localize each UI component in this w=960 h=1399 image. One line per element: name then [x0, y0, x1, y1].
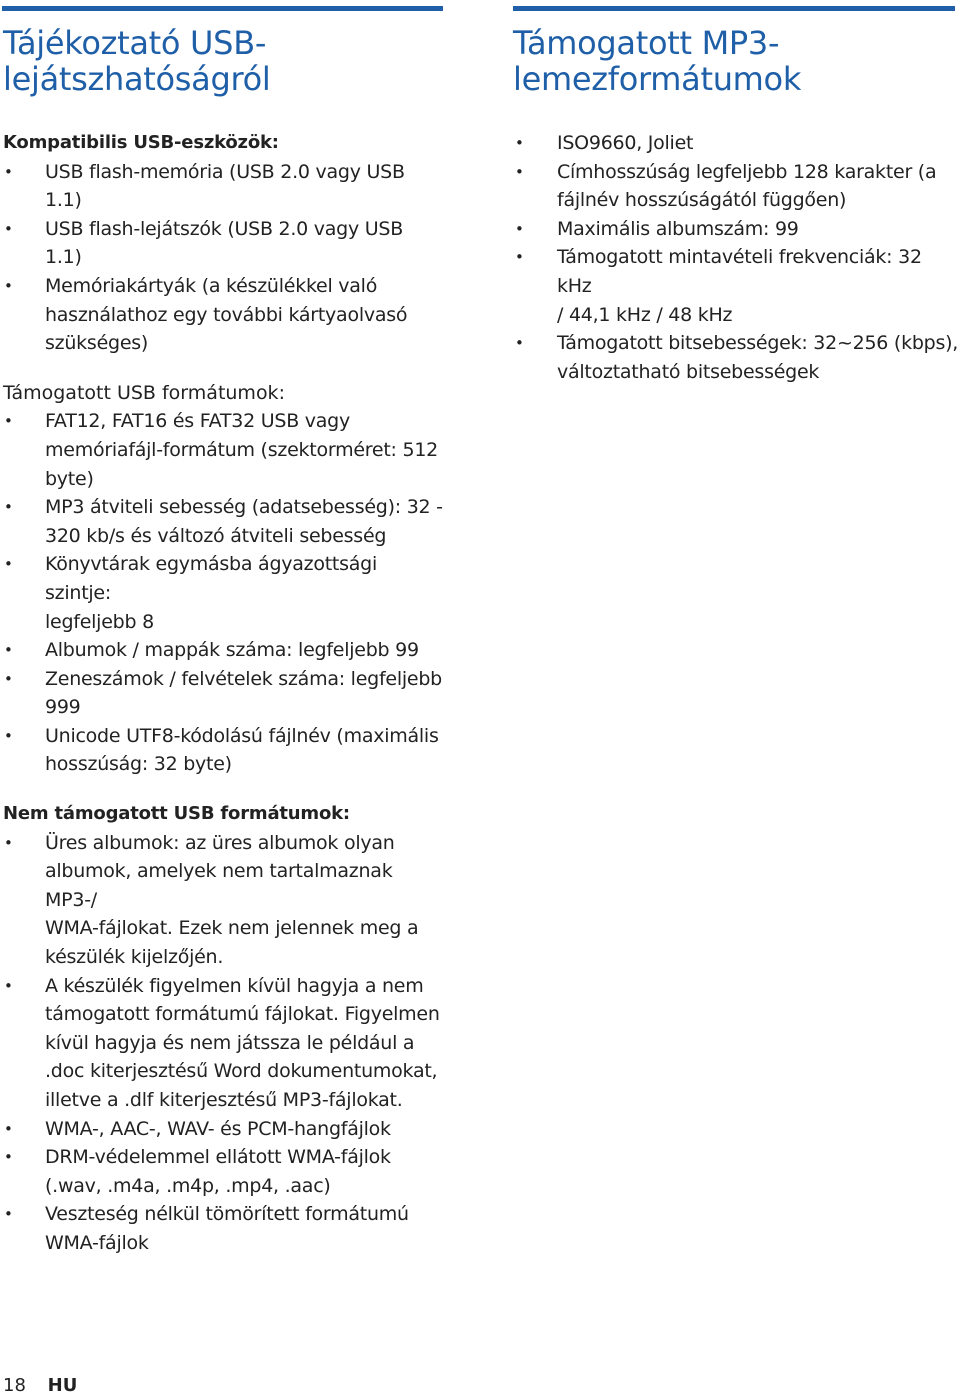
list-item [513, 329, 960, 386]
page-footer [3, 1373, 77, 1399]
unsupported-list [0, 829, 444, 1258]
list-item-line: Memóriakártyák (a készülékkel való [45, 274, 378, 297]
list-item-line: Címhosszúság legfeljebb 128 karakter (a [557, 160, 937, 183]
list-item-line: FAT12, FAT16 és FAT32 USB vagy [45, 410, 350, 433]
list-item [0, 550, 444, 636]
mp3-formats-list [513, 129, 960, 386]
right-column [513, 0, 960, 386]
left-column [0, 0, 444, 1258]
list-item-line: 999 [45, 696, 81, 719]
right-heading-line1: Támogatott MP3- [513, 24, 780, 62]
bullet-icon: • [515, 219, 524, 238]
list-item-line: / 44,1 kHz / 48 kHz [557, 303, 733, 326]
list-item [0, 665, 444, 722]
supported-list [0, 407, 444, 779]
right-top-rule [513, 6, 955, 11]
list-item-line: 320 kb/s és változó átviteli sebesség [45, 524, 387, 547]
list-item-line: Maximális albumszám: 99 [557, 217, 799, 240]
list-item-line: 1.1) [45, 189, 82, 212]
list-item-line: szükséges) [45, 332, 149, 355]
left-heading-line1: Tájékoztató USB- [3, 24, 267, 62]
right-heading [513, 25, 960, 97]
right-heading-line2: lemezformátumok [513, 60, 802, 98]
list-item-line: ISO9660, Joliet [557, 132, 694, 154]
list-item [0, 1200, 444, 1257]
bullet-icon: • [515, 334, 524, 353]
compatible-section [0, 129, 444, 358]
bullet-icon: • [4, 555, 13, 574]
list-item [0, 722, 444, 779]
list-item-line: változtatható bitsebességek [557, 360, 820, 383]
bullet-icon: • [4, 162, 13, 181]
bullet-icon: • [4, 726, 13, 745]
bullet-icon: • [4, 219, 13, 238]
list-item [0, 158, 444, 215]
bullet-icon: • [4, 498, 13, 517]
list-item-line: illetve a .dlf kiterjesztésű MP3-fájlokat. [45, 1089, 403, 1111]
list-item-line: használathoz egy további kártyaolvasó [45, 303, 408, 326]
bullet-icon: • [4, 412, 13, 431]
list-item-line: WMA-fájlokat. Ezek nem jelennek meg a [45, 917, 419, 940]
bullet-icon: • [4, 641, 13, 660]
language-code: HU [47, 1375, 78, 1396]
bullet-icon: • [4, 976, 13, 995]
list-item [0, 972, 444, 1115]
left-heading-line2: lejátszhatóságról [3, 60, 271, 98]
list-item [0, 272, 444, 358]
bullet-icon: • [515, 134, 524, 152]
list-item [0, 636, 444, 665]
list-item-line: A készülék figyelmen kívül hagyja a nem [45, 974, 424, 997]
left-top-rule [2, 6, 443, 11]
list-item [0, 215, 444, 272]
list-item-line: WMA-fájlok [45, 1231, 149, 1254]
list-item-line: fájlnév hosszúságától függően) [557, 189, 847, 212]
left-heading [3, 25, 444, 97]
list-item-line: Támogatott bitsebességek: 32~256 (kbps), [557, 332, 959, 355]
list-item-line: Veszteség nélkül tömörített formátumú [45, 1203, 409, 1226]
bullet-icon: • [515, 248, 524, 267]
list-item-line: memóriafájl-formátum (szektorméret: 512 [45, 438, 439, 461]
list-item-line: (.wav, .m4a, .m4p, .mp4, .aac) [45, 1174, 331, 1197]
list-item-line: hosszúság: 32 byte) [45, 753, 232, 776]
bullet-icon: • [515, 162, 524, 181]
supported-section [0, 379, 444, 779]
supported-title: Támogatott USB formátumok: [3, 381, 285, 404]
list-item [513, 158, 960, 215]
list-item-line: MP3 átviteli sebesség (adatsebesség): 32 - [45, 496, 443, 519]
list-item [0, 493, 444, 550]
bullet-icon: • [4, 1205, 13, 1224]
compatible-title: Kompatibilis USB-eszközök: [3, 132, 279, 153]
page-number: 18 [3, 1375, 26, 1396]
list-item [513, 243, 960, 329]
list-item-line: albumok, amelyek nem tartalmaznak MP3-/ [45, 860, 393, 911]
list-item-line: USB flash-memória (USB 2.0 vagy USB [45, 160, 405, 183]
list-item-line: kívül hagyja és nem játssza le például a [45, 1031, 415, 1054]
bullet-icon: • [4, 833, 13, 852]
list-item-line: Üres albumok: az üres albumok olyan [45, 831, 395, 854]
list-item-line: Könyvtárak egymásba ágyazottsági szintje: [45, 553, 378, 604]
bullet-icon: • [4, 1119, 13, 1138]
compatible-list [0, 158, 444, 358]
list-item-line: Zeneszámok / felvételek száma: legfeljebb [45, 667, 442, 690]
list-item-line: támogatott formátumú fájlokat. Figyelmen [45, 1003, 440, 1026]
list-item-line: készülék kijelzőjén. [45, 946, 224, 969]
list-item-line: Támogatott mintavételi frekvenciák: 32 kHz [557, 246, 922, 297]
list-item [0, 407, 444, 493]
list-item [0, 1115, 444, 1144]
bullet-icon: • [4, 669, 13, 688]
list-item [0, 1143, 444, 1200]
bullet-icon: • [4, 276, 13, 295]
mp3-formats-section [513, 129, 960, 386]
list-item-line: WMA-, AAC-, WAV- és PCM-hangfájlok [45, 1117, 391, 1140]
list-item-line: byte) [45, 467, 94, 490]
list-item [513, 215, 960, 244]
list-item-line: Albumok / mappák száma: legfeljebb 99 [45, 639, 419, 662]
list-item-line: legfeljebb 8 [45, 610, 154, 633]
list-item-line: DRM-védelemmel ellátott WMA-fájlok [45, 1146, 391, 1169]
list-item [0, 829, 444, 972]
list-item [513, 129, 960, 158]
list-item-line: Unicode UTF8-kódolású fájlnév (maximális [45, 724, 439, 747]
unsupported-title: Nem támogatott USB formátumok: [3, 803, 350, 825]
list-item-line: USB flash-lejátszók (USB 2.0 vagy USB 1.1) [45, 217, 404, 269]
bullet-icon: • [4, 1148, 13, 1167]
list-item-line: .doc kiterjesztésű Word dokumentumokat, [45, 1060, 438, 1083]
unsupported-section [0, 800, 444, 1258]
